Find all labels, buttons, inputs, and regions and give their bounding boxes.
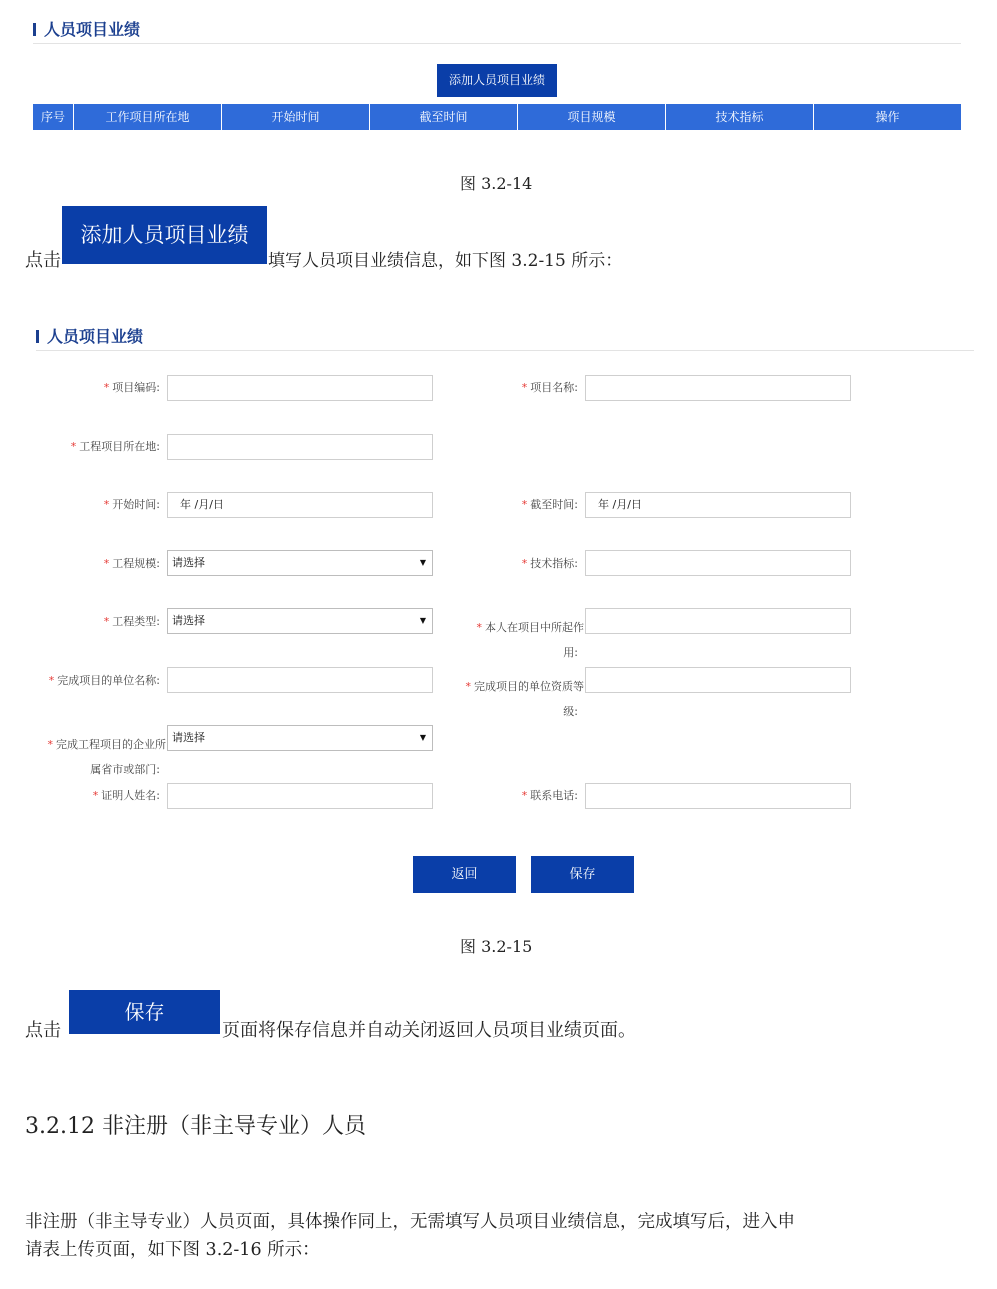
dropdown-arrow-icon: ▼ — [419, 616, 426, 625]
label-text: 项目编码: — [112, 381, 160, 394]
org-name-label — [20, 674, 160, 688]
select-value: 请选择 — [172, 731, 205, 744]
section-title — [33, 17, 140, 40]
witness-label — [40, 789, 160, 803]
figure-caption: 图 3.2-14 — [460, 174, 533, 193]
required-mark: * — [103, 381, 110, 394]
column-header: 开始时间 — [222, 104, 370, 130]
required-mark: * — [92, 789, 99, 802]
column-header: 序号 — [33, 104, 74, 130]
required-mark: * — [521, 557, 528, 570]
label-text: 项目名称: — [530, 381, 578, 394]
paragraph-line: 请表上传页面，如下图 3.2-16 所示： — [25, 1240, 320, 1260]
org-qual-label — [444, 674, 584, 724]
column-header: 技术指标 — [666, 104, 814, 130]
end-date-input[interactable]: 年 /月/日 — [585, 492, 851, 518]
select-value: 请选择 — [172, 614, 205, 627]
dropdown-arrow-icon: ▼ — [419, 733, 426, 742]
required-mark: * — [521, 498, 528, 511]
location-label — [30, 440, 160, 454]
save-button[interactable]: 保存 — [531, 856, 634, 893]
type-select[interactable] — [167, 608, 433, 634]
section-bar-icon — [36, 330, 39, 343]
label-text: 本人在项目中所起作 — [485, 621, 584, 634]
project-code-label — [40, 381, 160, 395]
witness-input[interactable] — [167, 783, 433, 809]
add-project-button[interactable]: 添加人员项目业绩 — [437, 64, 557, 97]
org-name-input[interactable] — [167, 667, 433, 693]
required-mark: * — [47, 738, 53, 751]
end-time-label — [458, 498, 578, 512]
label-text: 技术指标: — [530, 557, 578, 570]
label-text: 联系电话: — [530, 789, 578, 802]
paragraph-line: 非注册（非主导专业）人员页面，具体操作同上，无需填写人员项目业绩信息，完成填写后，进入申 — [25, 1212, 795, 1232]
type-label — [40, 615, 160, 629]
label-text: 级: — [563, 705, 578, 718]
required-mark: * — [465, 680, 471, 693]
phone-input[interactable] — [585, 783, 851, 809]
paragraph-prefix: 点击 — [25, 1020, 61, 1041]
save-button-inline: 保存 — [69, 990, 220, 1034]
required-mark: * — [70, 440, 77, 453]
table-header — [33, 104, 961, 130]
divider — [33, 43, 961, 44]
start-date-input[interactable]: 年 /月/日 — [167, 492, 433, 518]
org-qual-input[interactable] — [585, 667, 851, 693]
label-text: 开始时间: — [112, 498, 160, 511]
dept-select[interactable] — [167, 725, 433, 751]
scale-select[interactable] — [167, 550, 433, 576]
project-name-input[interactable] — [585, 375, 851, 401]
role-input[interactable] — [585, 608, 851, 634]
dept-label — [20, 732, 166, 782]
section-heading: 3.2.12 非注册（非主导专业）人员 — [25, 1114, 366, 1139]
label-text: 用: — [563, 646, 578, 659]
required-mark: * — [476, 621, 482, 634]
label-text: 证明人姓名: — [101, 789, 160, 802]
tech-input[interactable] — [585, 550, 851, 576]
column-header: 工作项目所在地 — [74, 104, 222, 130]
label-text: 属省市或部门: — [90, 763, 160, 776]
paragraph-prefix: 点击 — [25, 250, 61, 271]
section-title — [36, 324, 143, 347]
phone-label — [458, 789, 578, 803]
section-title-text: 人员项目业绩 — [47, 327, 144, 346]
location-input[interactable] — [167, 434, 433, 460]
divider — [36, 350, 974, 351]
figure-caption: 图 3.2-15 — [460, 937, 533, 956]
label-text: 工程规模: — [112, 557, 160, 570]
required-mark: * — [103, 557, 110, 570]
label-text: 完成项目的单位资质等 — [474, 680, 584, 693]
column-header: 操作 — [875, 110, 900, 124]
section-title-text: 人员项目业绩 — [44, 20, 141, 39]
label-text: 工程类型: — [112, 615, 160, 628]
tech-label — [458, 557, 578, 571]
section-bar-icon — [33, 23, 36, 36]
required-mark: * — [521, 789, 528, 802]
column-header: 项目规模 — [518, 104, 666, 130]
label-text: 完成工程项目的企业所 — [56, 738, 166, 751]
required-mark: * — [521, 381, 528, 394]
scale-label — [40, 557, 160, 571]
label-text: 完成项目的单位名称: — [57, 674, 160, 687]
paragraph-suffix: 页面将保存信息并自动关闭返回人员项目业绩页面。 — [222, 1020, 636, 1041]
required-mark: * — [48, 674, 55, 687]
required-mark: * — [103, 498, 110, 511]
project-code-input[interactable] — [167, 375, 433, 401]
select-value: 请选择 — [172, 556, 205, 569]
role-label — [458, 615, 584, 665]
label-text: 截至时间: — [530, 498, 578, 511]
required-mark: * — [103, 615, 110, 628]
back-button[interactable]: 返回 — [413, 856, 516, 893]
column-header: 截至时间 — [370, 104, 518, 130]
paragraph-suffix: 填写人员项目业绩信息，如下图 3.2-15 所示： — [268, 251, 623, 271]
start-time-label — [40, 498, 160, 512]
label-text: 工程项目所在地: — [79, 440, 160, 453]
dropdown-arrow-icon: ▼ — [419, 558, 426, 567]
add-project-button-inline: 添加人员项目业绩 — [62, 206, 267, 264]
project-name-label — [458, 381, 578, 395]
